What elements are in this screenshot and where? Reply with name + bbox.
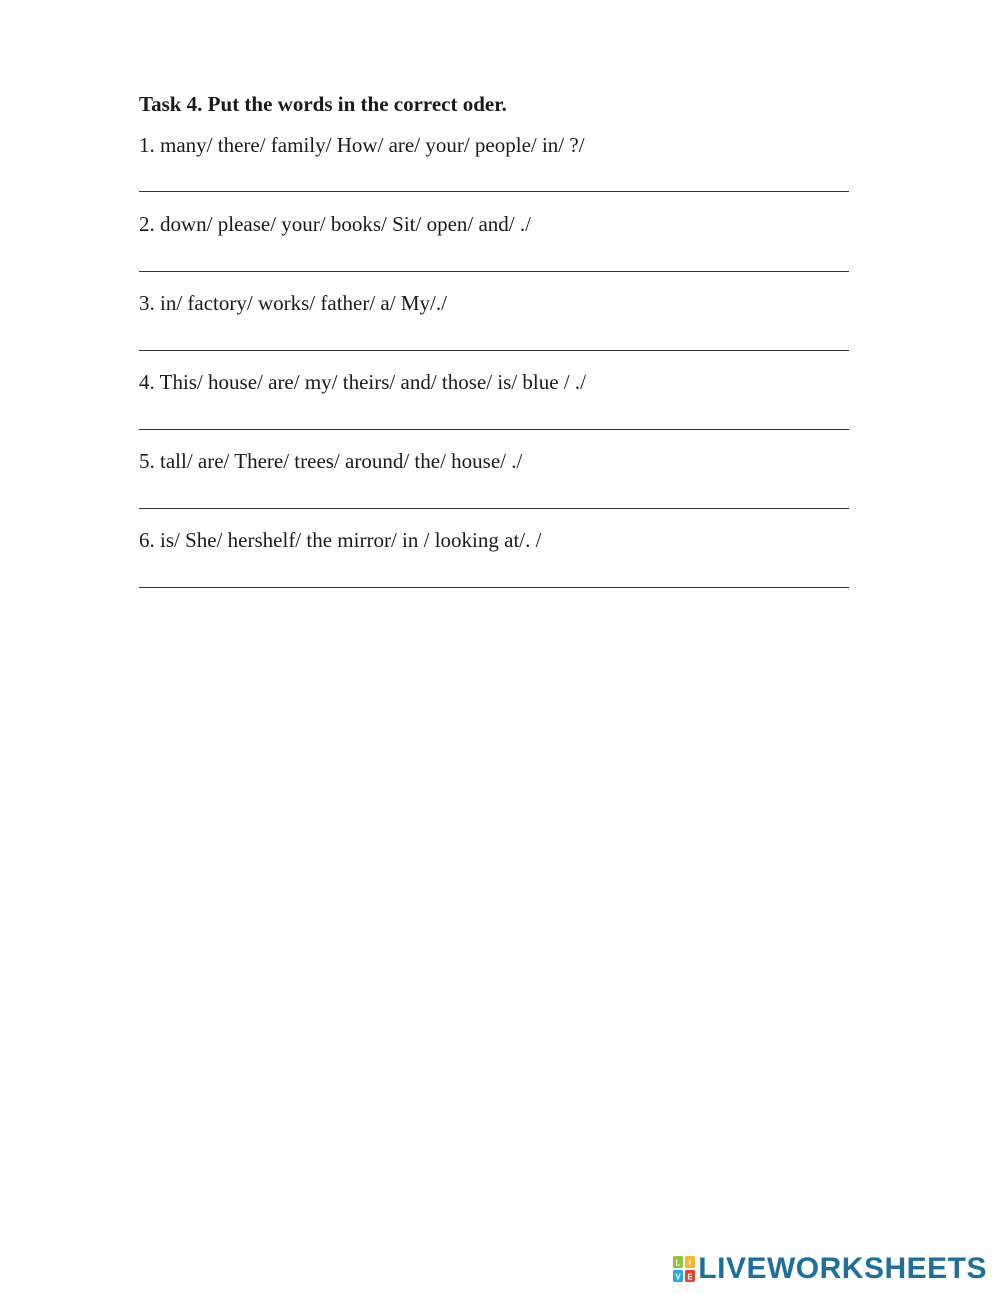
- answer-line-3[interactable]: [139, 349, 849, 351]
- question-6: 6. is/ She/ hershelf/ the mirror/ in / looking at/. /: [139, 528, 542, 552]
- question-2: 2. down/ please/ your/ books/ Sit/ open/ and/ ./: [139, 212, 531, 236]
- task-title: Task 4. Put the words in the correct oder.: [139, 92, 507, 116]
- logo-text: LIVEWORKSHEETS: [698, 1252, 987, 1285]
- liveworksheets-logo-icon: [673, 1256, 695, 1282]
- answer-line-6[interactable]: [139, 586, 849, 588]
- answer-line-4[interactable]: [139, 428, 849, 430]
- liveworksheets-logo: [673, 1254, 987, 1284]
- svg-text:E: E: [687, 1272, 693, 1282]
- answer-line-1[interactable]: [139, 190, 849, 192]
- question-5: 5. tall/ are/ There/ trees/ around/ the/ house/ ./: [139, 449, 523, 473]
- question-1: 1. many/ there/ family/ How/ are/ your/ people/ in/ ?/: [139, 133, 585, 157]
- answer-line-2[interactable]: [139, 270, 849, 272]
- question-4: 4. This/ house/ are/ my/ theirs/ and/ those/ is/ blue / ./: [139, 370, 586, 394]
- svg-text:I: I: [689, 1258, 692, 1268]
- svg-text:V: V: [675, 1272, 681, 1282]
- question-3: 3. in/ factory/ works/ father/ a/ My/./: [139, 291, 447, 315]
- svg-text:L: L: [675, 1258, 681, 1268]
- answer-line-5[interactable]: [139, 507, 849, 509]
